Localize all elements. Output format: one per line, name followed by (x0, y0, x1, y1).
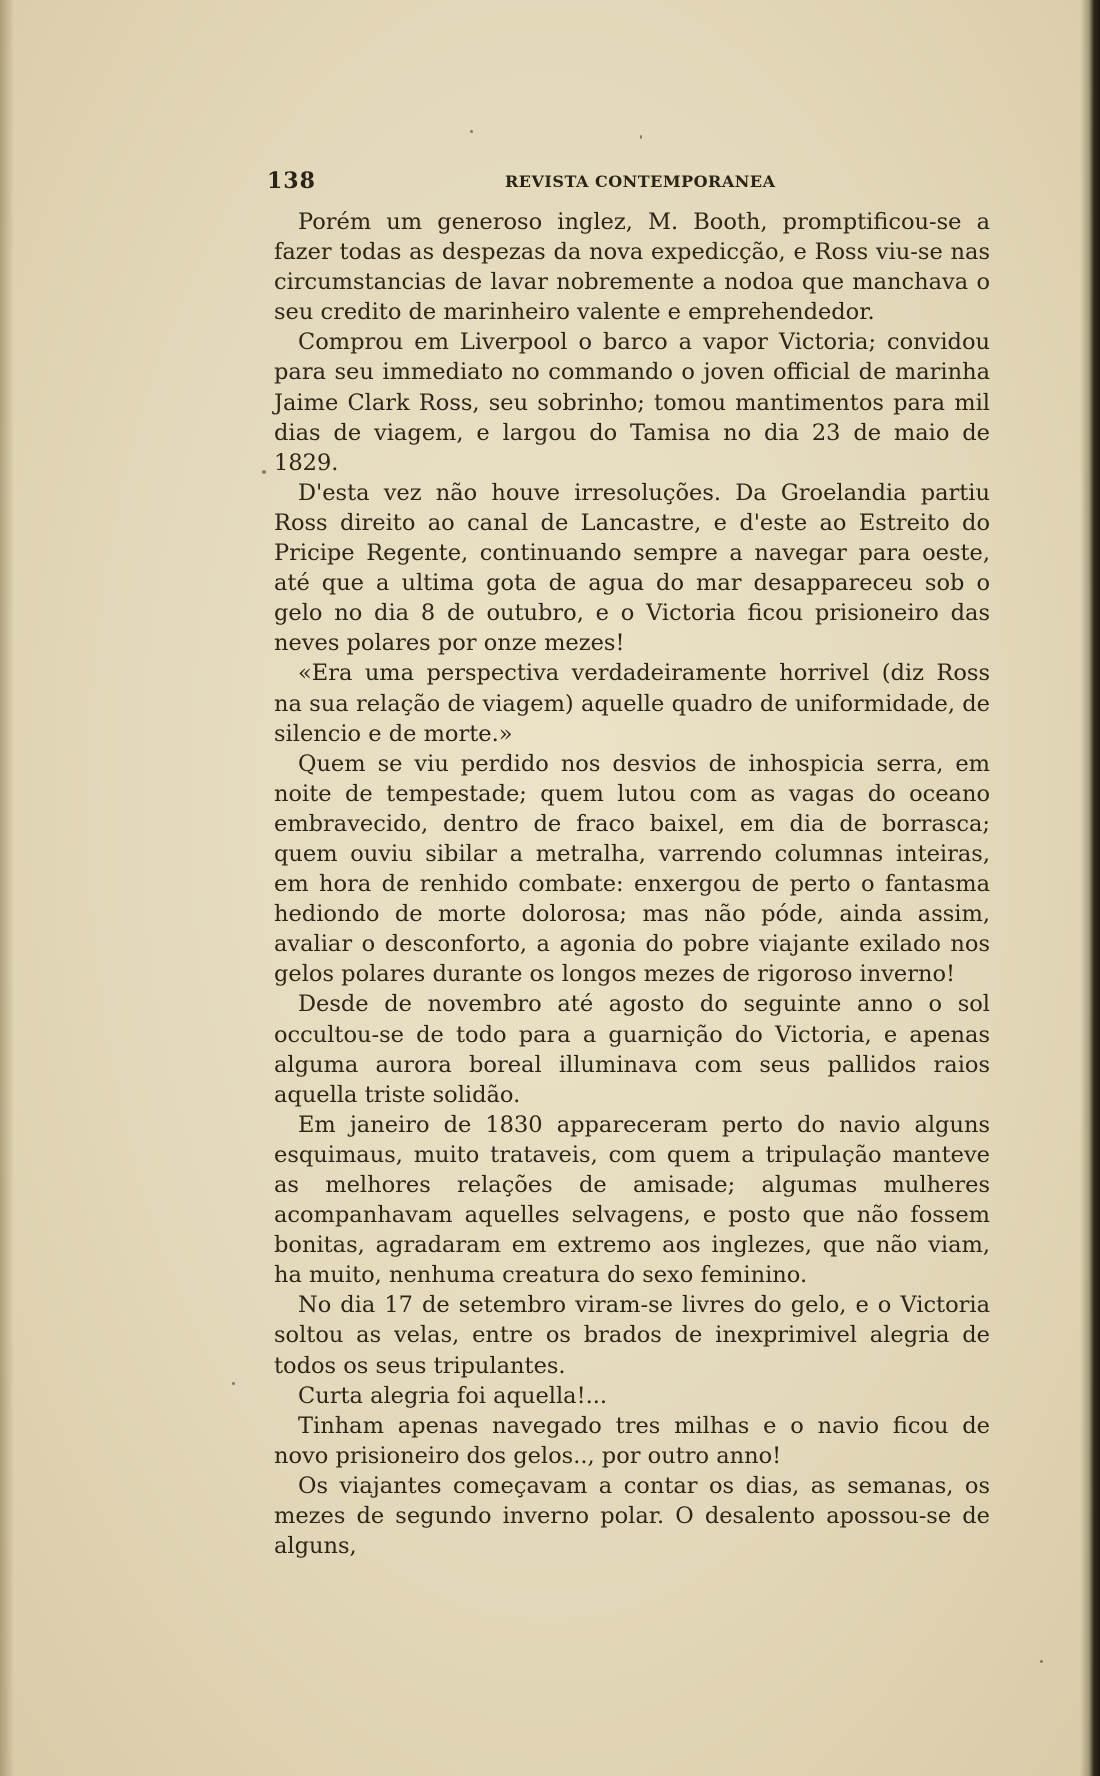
paragraph: D'esta vez não houve irresoluções. Da Groelandia partiu Ross direito ao canal de Lancastre, e d'este ao Estreito do Pricipe Regente, continuando sempre a navegar para oeste, até que a ultima gota de agua do mar desappareceu sob o gelo no dia 8 de outubro, e o Victoria ficou prisioneiro das neves polares por onze mezes! (274, 479, 990, 657)
page-right-edge (1080, 0, 1100, 1776)
paragraph: Tinham apenas navegado tres milhas e o navio ficou de novo prisioneiro dos gelos.., por outro anno! (274, 1412, 990, 1469)
paper-speck (1040, 1660, 1043, 1663)
paragraph: Curta alegria foi aquella!... (298, 1382, 608, 1409)
page-header (267, 168, 907, 198)
page-left-edge (0, 0, 14, 1776)
page-number: 138 (267, 168, 316, 194)
paper-speck (470, 130, 473, 133)
paragraph: Porém um generoso inglez, M. Booth, promptificou-se a fazer todas as despezas da nova expedicção, e Ross viu-se nas circumstancias de lavar nobremente a nodoa que manchava o seu credito de marinheiro valente e emprehendedor. (274, 209, 990, 326)
paragraph: Desde de novembro até agosto do seguinte anno o sol occultou-se de todo para a guarnição do Victoria, e apenas alguma aurora boreal illuminava com seus pallidos raios aquella triste solidão. (274, 991, 990, 1108)
paragraph: Os viajantes começavam a contar os dias, as semanas, os mezes de segundo inverno polar. O desalento apossou-se de alguns, (274, 1472, 990, 1560)
paper-speck (262, 470, 266, 474)
paper-speck (640, 135, 642, 139)
running-head: REVISTA CONTEMPORANEA (505, 172, 776, 191)
paragraph: No dia 17 de setembro viram-se livres do gelo, e o Victoria soltou as velas, entre os brados de inexprimivel alegria de todos os seus tripulantes. (274, 1292, 990, 1379)
paragraph: Comprou em Liverpool o barco a vapor Victoria; convidou para seu immediato no commando o joven official de marinha Jaime Clark Ross, seu sobrinho; tomou mantimentos para mil dias de viagem, e largou do Tamisa no dia 23 de maio de 1829. (274, 329, 990, 476)
paragraph: Em janeiro de 1830 appareceram perto do navio alguns esquimaus, muito trataveis, com quem a tripulação manteve as melhores relações de amisade; algumas mulheres acompanhavam aquelles selvagens, e posto que não fossem bonitas, agradaram em extremo aos inglezes, que não viam, ha muito, nenhuma creatura do sexo feminino. (274, 1111, 990, 1289)
paragraph: «Era uma perspectiva verdadeiramente horrivel (diz Ross na sua relação de viagem) aquelle quadro de uniformidade, de silencio e de morte.» (274, 660, 990, 747)
paragraph: Quem se viu perdido nos desvios de inhospicia serra, em noite de tempestade; quem lutou com as vagas do oceano embravecido, dentro de fraco baixel, em dia de borrasca; quem ouviu sibilar a metralha, varrendo columnas inteiras, em hora de renhido combate: enxergou de perto o fantasma hediondo de morte dolorosa; mas não póde, ainda assim, avaliar o desconforto, a agonia do pobre viajante exilado nos gelos polares durante os longos mezes de rigoroso inverno! (274, 750, 990, 988)
body-text (274, 207, 990, 1561)
paper-speck (232, 1382, 235, 1385)
